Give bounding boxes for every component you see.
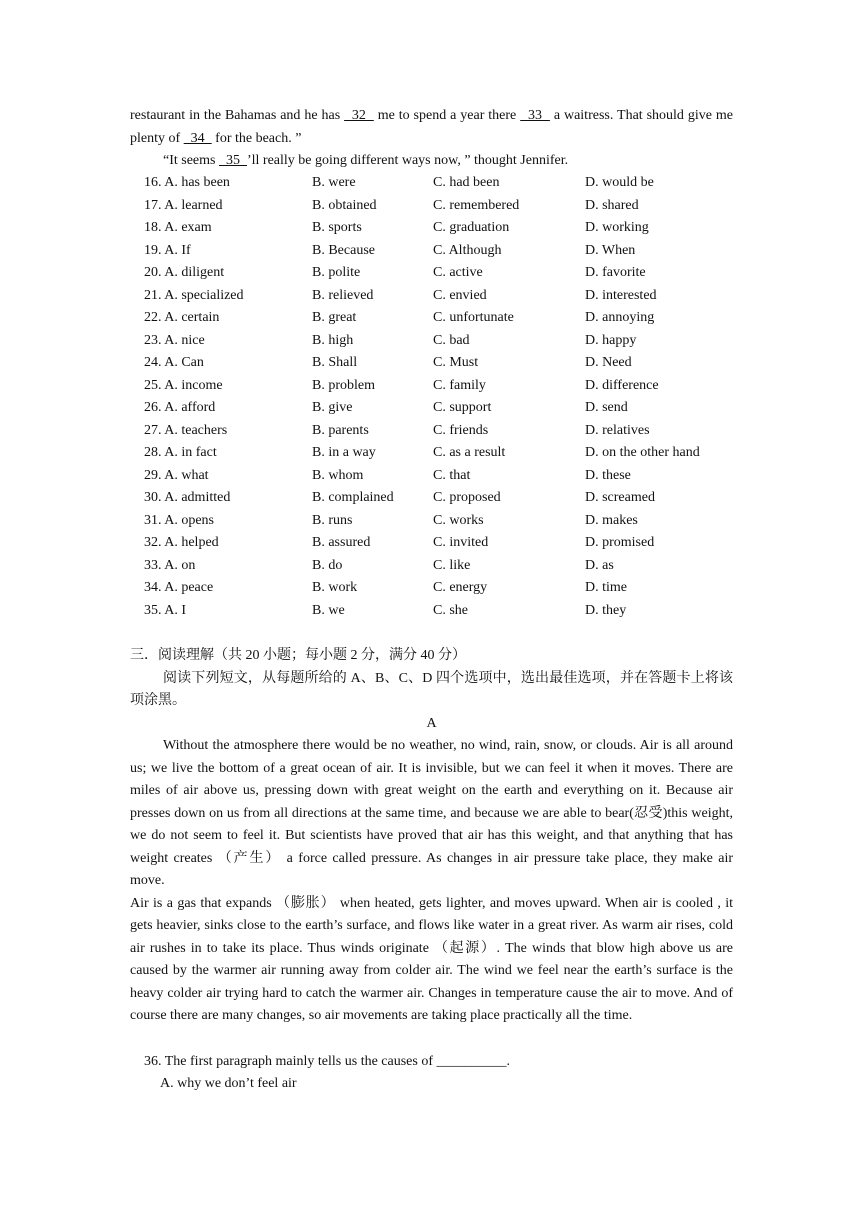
passage-ending bbox=[130, 105, 733, 150]
option-b: B. problem bbox=[312, 377, 375, 393]
option-b: B. whom bbox=[312, 467, 364, 483]
option-d: D. interested bbox=[585, 287, 657, 303]
blank-34: 34 bbox=[183, 130, 212, 146]
option-c: C. graduation bbox=[433, 220, 510, 235]
option-row bbox=[144, 600, 744, 623]
option-d: D. these bbox=[585, 467, 631, 483]
option-c: C. that bbox=[433, 467, 471, 483]
option-a: 18. A. exam bbox=[144, 220, 212, 235]
option-b: B. Because bbox=[312, 242, 375, 258]
paragraph-1: Without the atmosphere there would be no weather, no wind, rain, snow, or clouds. Air is all around us; we live the bottom of a great ocean of air. It is invisible, but we can feel it when it moves. There are miles of air above us, pressing down with great weight on the earth and everything on it. Because air presses down on us from all directions at the same time, and because we are able to bear(忍受)this weight, we do not seem to feel it. But scientists have proved that air has this weight, and that anything that has weight creates （产生） a force called pressure. As changes in air pressure take place, they make air move. bbox=[130, 738, 733, 888]
option-c: C. had been bbox=[433, 175, 500, 190]
option-d: D. working bbox=[585, 220, 649, 235]
option-d: D. screamed bbox=[585, 490, 655, 505]
option-row bbox=[144, 555, 744, 578]
option-d: D. relatives bbox=[585, 422, 650, 438]
option-b: B. give bbox=[312, 400, 353, 415]
option-row bbox=[144, 307, 744, 330]
option-a: 24. A. Can bbox=[144, 355, 204, 370]
option-d: D. When bbox=[585, 242, 636, 258]
option-row bbox=[144, 262, 744, 285]
option-b: B. work bbox=[312, 580, 358, 595]
option-a: 21. A. specialized bbox=[144, 287, 244, 303]
passage-text: ’ll really be going different ways now, ” thought Jennifer. bbox=[246, 153, 569, 168]
option-b: B. relieved bbox=[312, 287, 374, 303]
option-b: B. in a way bbox=[312, 445, 376, 460]
option-c: C. Must bbox=[433, 355, 479, 370]
option-c: C. works bbox=[433, 512, 484, 528]
option-a: 33. A. on bbox=[144, 557, 196, 573]
option-c: C. she bbox=[433, 602, 468, 618]
option-row bbox=[144, 577, 744, 600]
section-heading: 三．阅读理解（共 20 小题；每小题 2 分，满分 40 分） bbox=[130, 648, 466, 663]
option-b: B. were bbox=[312, 175, 356, 190]
option-c: C. like bbox=[433, 557, 471, 573]
option-a: 22. A. certain bbox=[144, 310, 220, 325]
option-row bbox=[144, 240, 744, 263]
option-row bbox=[144, 442, 744, 465]
option-a: 32. A. helped bbox=[144, 535, 219, 550]
option-d: D. shared bbox=[585, 197, 639, 213]
option-b: B. runs bbox=[312, 512, 353, 528]
option-row bbox=[144, 217, 744, 240]
option-a: 30. A. admitted bbox=[144, 490, 231, 505]
option-b: B. polite bbox=[312, 265, 361, 280]
option-row bbox=[144, 397, 744, 420]
option-b: B. parents bbox=[312, 422, 369, 438]
section-instruction: 阅读下列短文，从每题所给的 A、B、C、D 四个选项中，选出最佳选项，并在答题卡上将该项涂黑。 bbox=[130, 670, 733, 708]
option-b: B. assured bbox=[312, 535, 371, 550]
option-b: B. Shall bbox=[312, 355, 358, 370]
option-c: C. energy bbox=[433, 580, 488, 595]
option-d: D. would be bbox=[585, 175, 654, 190]
passage-label: A bbox=[426, 715, 437, 731]
option-row bbox=[144, 195, 744, 218]
option-d: D. Need bbox=[585, 355, 632, 370]
question-36-option-a: A. why we don’t feel air bbox=[160, 1076, 297, 1091]
option-a: 17. A. learned bbox=[144, 197, 223, 213]
paragraph-2: Air is a gas that expands （膨胀） when heated, gets lighter, and moves upward. When air is cooled , it gets heavier, sinks close to the earth’s surface, and flows like water in a great river. As warm air rises, cold air rushes in to take its place. Thus winds originate （起源）. The winds that blow high above us are caused by the warmer air running away from colder air. The wind we feel near the earth’s surface is the heavy colder air trying hard to catch the warmer air. Changes in temperature cause the air to move. And of course there are many changes, so air movements are taking place practically all the time. bbox=[130, 895, 733, 1023]
option-b: B. do bbox=[312, 557, 343, 573]
option-a: 20. A. diligent bbox=[144, 265, 225, 280]
option-c: C. family bbox=[433, 377, 486, 393]
option-row bbox=[144, 375, 744, 398]
option-b: B. complained bbox=[312, 490, 394, 505]
option-c: C. as a result bbox=[433, 445, 506, 460]
option-a: 35. A. I bbox=[144, 602, 186, 618]
option-row bbox=[144, 330, 744, 353]
option-d: D. happy bbox=[585, 332, 637, 348]
cloze-options bbox=[144, 172, 744, 622]
option-a: 31. A. opens bbox=[144, 512, 214, 528]
option-a: 29. A. what bbox=[144, 467, 209, 483]
passage-text: me to spend a year there bbox=[373, 108, 521, 123]
option-c: C. remembered bbox=[433, 197, 520, 213]
option-a: 26. A. afford bbox=[144, 400, 216, 415]
question-36: 36. The first paragraph mainly tells us the causes of __________. bbox=[144, 1054, 510, 1069]
blank-35: 35 bbox=[218, 153, 247, 168]
option-d: D. they bbox=[585, 602, 627, 618]
option-row bbox=[144, 285, 744, 308]
option-d: D. on the other hand bbox=[585, 445, 700, 460]
option-c: C. Although bbox=[433, 242, 502, 258]
option-c: C. proposed bbox=[433, 490, 501, 505]
option-d: D. difference bbox=[585, 377, 659, 393]
option-row bbox=[144, 172, 744, 195]
option-a: 34. A. peace bbox=[144, 580, 214, 595]
option-d: D. annoying bbox=[585, 310, 655, 325]
blank-32: 32 bbox=[344, 108, 374, 123]
passage-text: restaurant in the Bahamas and he has bbox=[130, 108, 345, 123]
option-a: 27. A. teachers bbox=[144, 422, 228, 438]
option-c: C. unfortunate bbox=[433, 310, 514, 325]
option-d: D. send bbox=[585, 400, 628, 415]
option-c: C. support bbox=[433, 400, 492, 415]
option-row bbox=[144, 532, 744, 555]
passage-last-line bbox=[163, 150, 733, 173]
option-d: D. time bbox=[585, 580, 627, 595]
option-a: 16. A. has been bbox=[144, 175, 230, 190]
blank-33: 33 bbox=[520, 108, 550, 123]
passage-text: “It seems bbox=[163, 153, 219, 168]
option-b: B. obtained bbox=[312, 197, 377, 213]
option-d: D. makes bbox=[585, 512, 638, 528]
passage-text: for the beach. ” bbox=[211, 130, 302, 146]
option-row bbox=[144, 420, 744, 443]
option-c: C. friends bbox=[433, 422, 489, 438]
option-a: 25. A. income bbox=[144, 377, 223, 393]
section-3 bbox=[130, 645, 733, 1028]
option-b: B. high bbox=[312, 332, 354, 348]
option-a: 23. A. nice bbox=[144, 332, 205, 348]
option-a: 19. A. If bbox=[144, 242, 191, 258]
option-row bbox=[144, 487, 744, 510]
option-c: C. envied bbox=[433, 287, 487, 303]
option-row bbox=[144, 352, 744, 375]
option-b: B. great bbox=[312, 310, 357, 325]
option-row bbox=[144, 510, 744, 533]
option-c: C. bad bbox=[433, 332, 470, 348]
option-b: B. sports bbox=[312, 220, 362, 235]
option-d: D. as bbox=[585, 557, 614, 573]
option-d: D. promised bbox=[585, 535, 655, 550]
option-row bbox=[144, 465, 744, 488]
option-c: C. invited bbox=[433, 535, 489, 550]
option-d: D. favorite bbox=[585, 265, 646, 280]
passage-text: a waitress. That should give me plenty of bbox=[130, 108, 733, 146]
option-b: B. we bbox=[312, 602, 345, 618]
option-a: 28. A. in fact bbox=[144, 445, 217, 460]
option-c: C. active bbox=[433, 265, 483, 280]
